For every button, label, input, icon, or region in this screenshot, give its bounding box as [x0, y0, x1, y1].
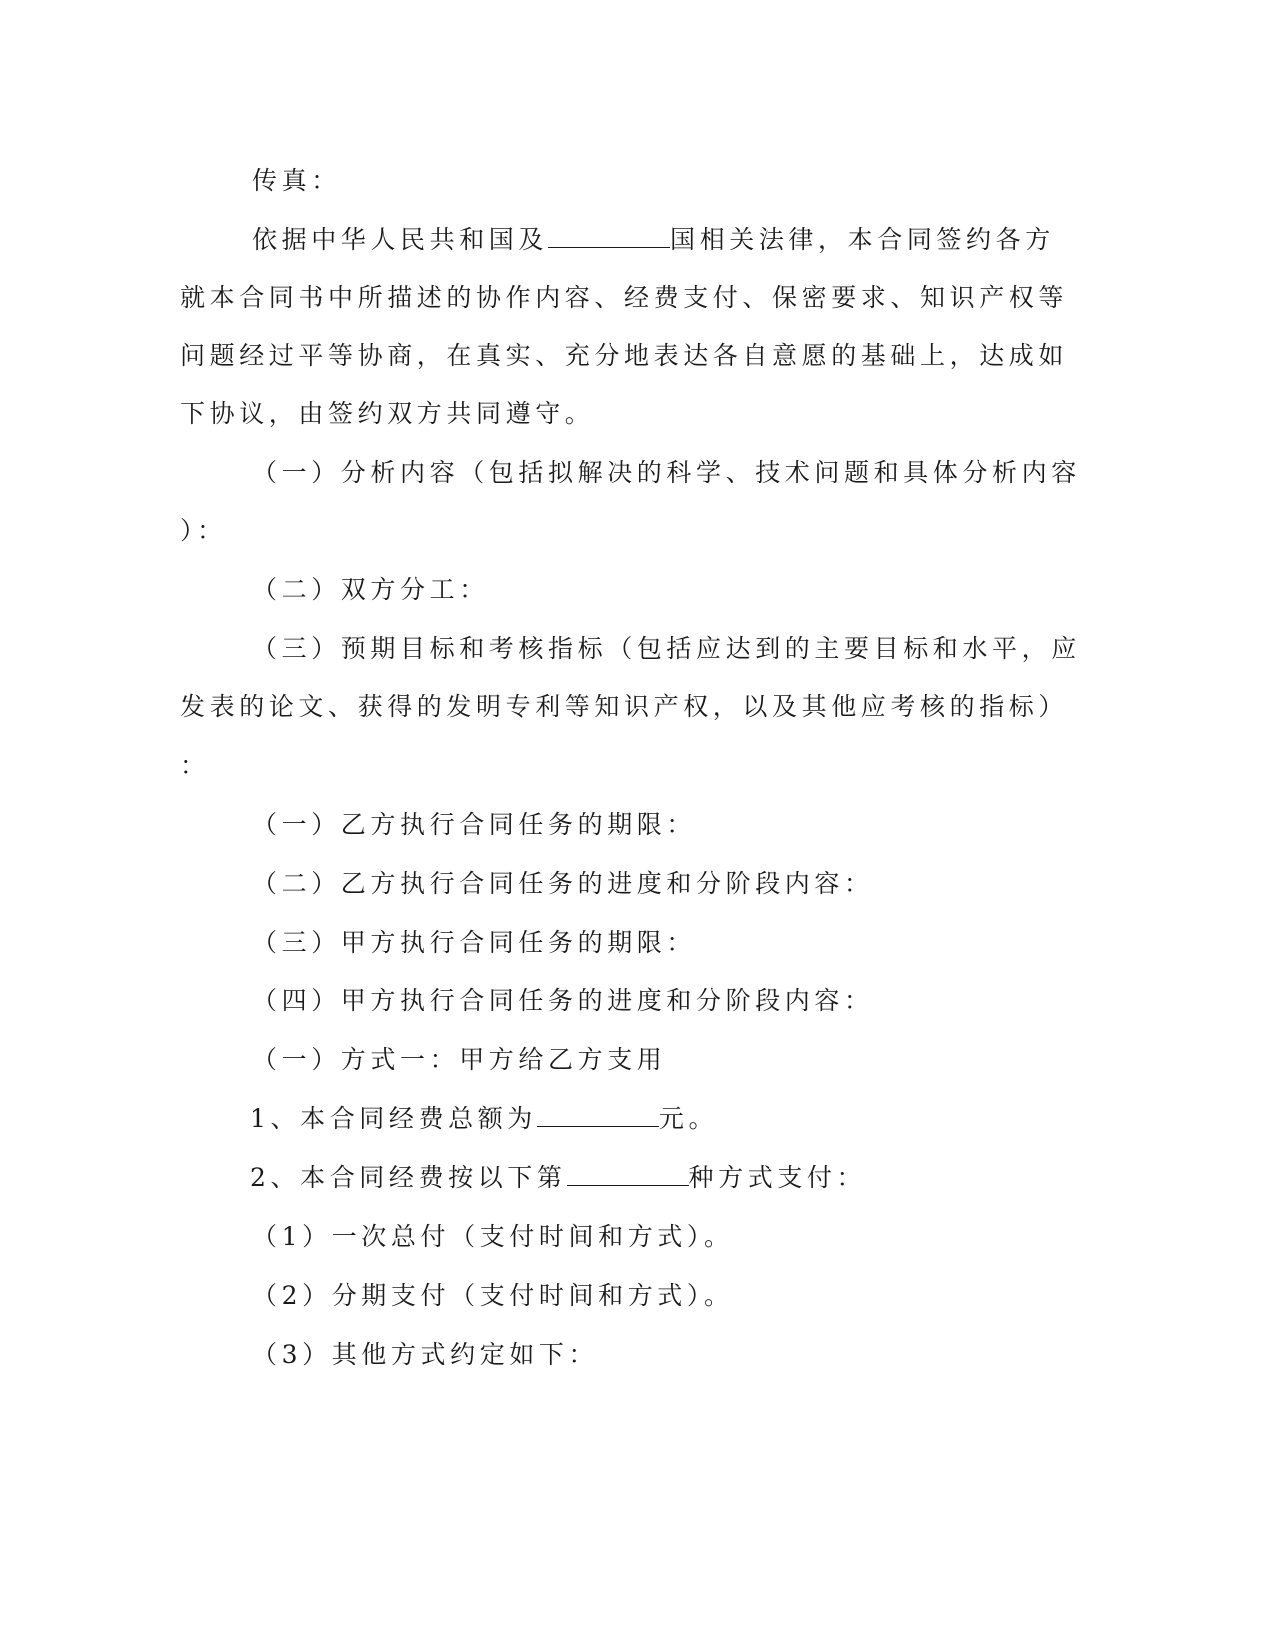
payment-method-one: （一）方式一：甲方给乙方支用 — [252, 1045, 667, 1074]
payment-option: （3）其他方式约定如下： — [252, 1340, 599, 1369]
goals-heading-line-1: （三）预期目标和考核指标（包括应达到的主要目标和水平，应 — [252, 634, 1081, 663]
preamble-line-3: 问题经过平等协商，在真实、充分地表达各自意愿的基础上，达成如 — [180, 341, 1069, 370]
fee-total-line — [250, 1104, 718, 1134]
payment-method-blank-field[interactable] — [567, 1163, 689, 1186]
fee-method-after: 种方式支付： — [688, 1163, 867, 1192]
fee-method-line — [250, 1163, 866, 1193]
division-heading: （二）双方分工： — [252, 575, 489, 604]
preamble-line-2: 就本合同书中所描述的协作内容、经费支付、保密要求、知识产权等 — [180, 283, 1069, 312]
analysis-heading-line-2: ）： — [180, 516, 227, 545]
fee-total-before: 1、本合同经费总额为 — [250, 1104, 537, 1133]
preamble-line-1-after: 国相关法律，本合同签约各方 — [670, 225, 1055, 254]
payment-option: （2）分期支付（支付时间和方式）。 — [252, 1281, 734, 1310]
analysis-heading-line-1: （一）分析内容（包括拟解决的科学、技术问题和具体分析内容 — [252, 458, 1081, 487]
payment-option: （1）一次总付（支付时间和方式）。 — [252, 1222, 734, 1251]
schedule-item: （一）乙方执行合同任务的期限： — [252, 810, 697, 839]
fee-method-before: 2、本合同经费按以下第 — [250, 1163, 567, 1192]
fee-total-after: 元。 — [658, 1104, 719, 1133]
preamble-line-1-before: 依据中华人民共和国及 — [252, 225, 549, 254]
goals-heading-line-2: 发表的论文、获得的发明专利等知识产权，以及其他应考核的指标） — [180, 692, 1069, 721]
preamble-line-4: 下协议，由签约双方共同遵守。 — [180, 399, 595, 428]
schedule-item: （四）甲方执行合同任务的进度和分阶段内容： — [252, 986, 874, 1015]
fee-amount-blank-field[interactable] — [537, 1104, 659, 1127]
schedule-item: （三）甲方执行合同任务的期限： — [252, 928, 697, 957]
schedule-item: （二）乙方执行合同任务的进度和分阶段内容： — [252, 869, 874, 898]
goals-heading-line-3: ： — [180, 751, 210, 780]
country-blank-field[interactable] — [548, 225, 670, 248]
fax-label: 传真： — [252, 166, 341, 195]
preamble-line-1 — [252, 225, 1055, 255]
